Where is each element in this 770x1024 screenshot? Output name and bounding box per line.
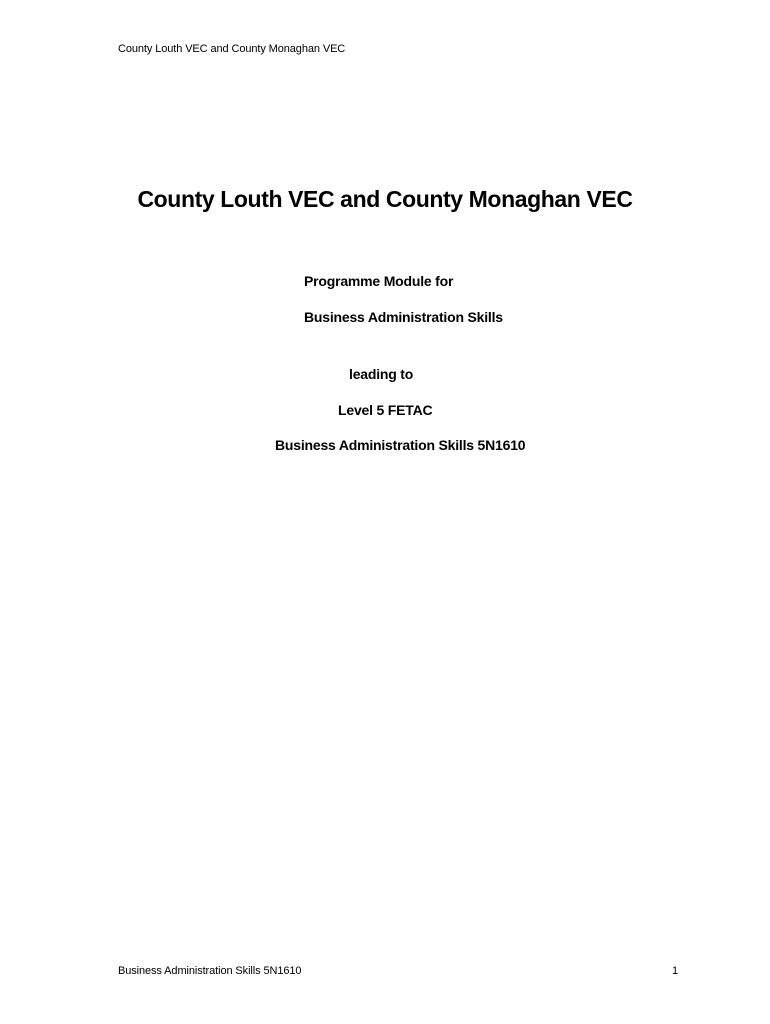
leading-to-label: leading to — [349, 366, 414, 382]
running-header: County Louth VEC and County Monaghan VEC — [118, 43, 346, 55]
running-footer: Business Administration Skills 5N1610 — [118, 965, 302, 977]
award-level: Level 5 FETAC — [338, 402, 433, 418]
document-title: County Louth VEC and County Monaghan VEC — [137, 186, 633, 212]
award-name-code: Business Administration Skills 5N1610 — [275, 437, 526, 453]
programme-module-label: Programme Module for — [304, 273, 454, 289]
page-number: 1 — [672, 965, 679, 977]
module-name: Business Administration Skills — [304, 309, 503, 325]
